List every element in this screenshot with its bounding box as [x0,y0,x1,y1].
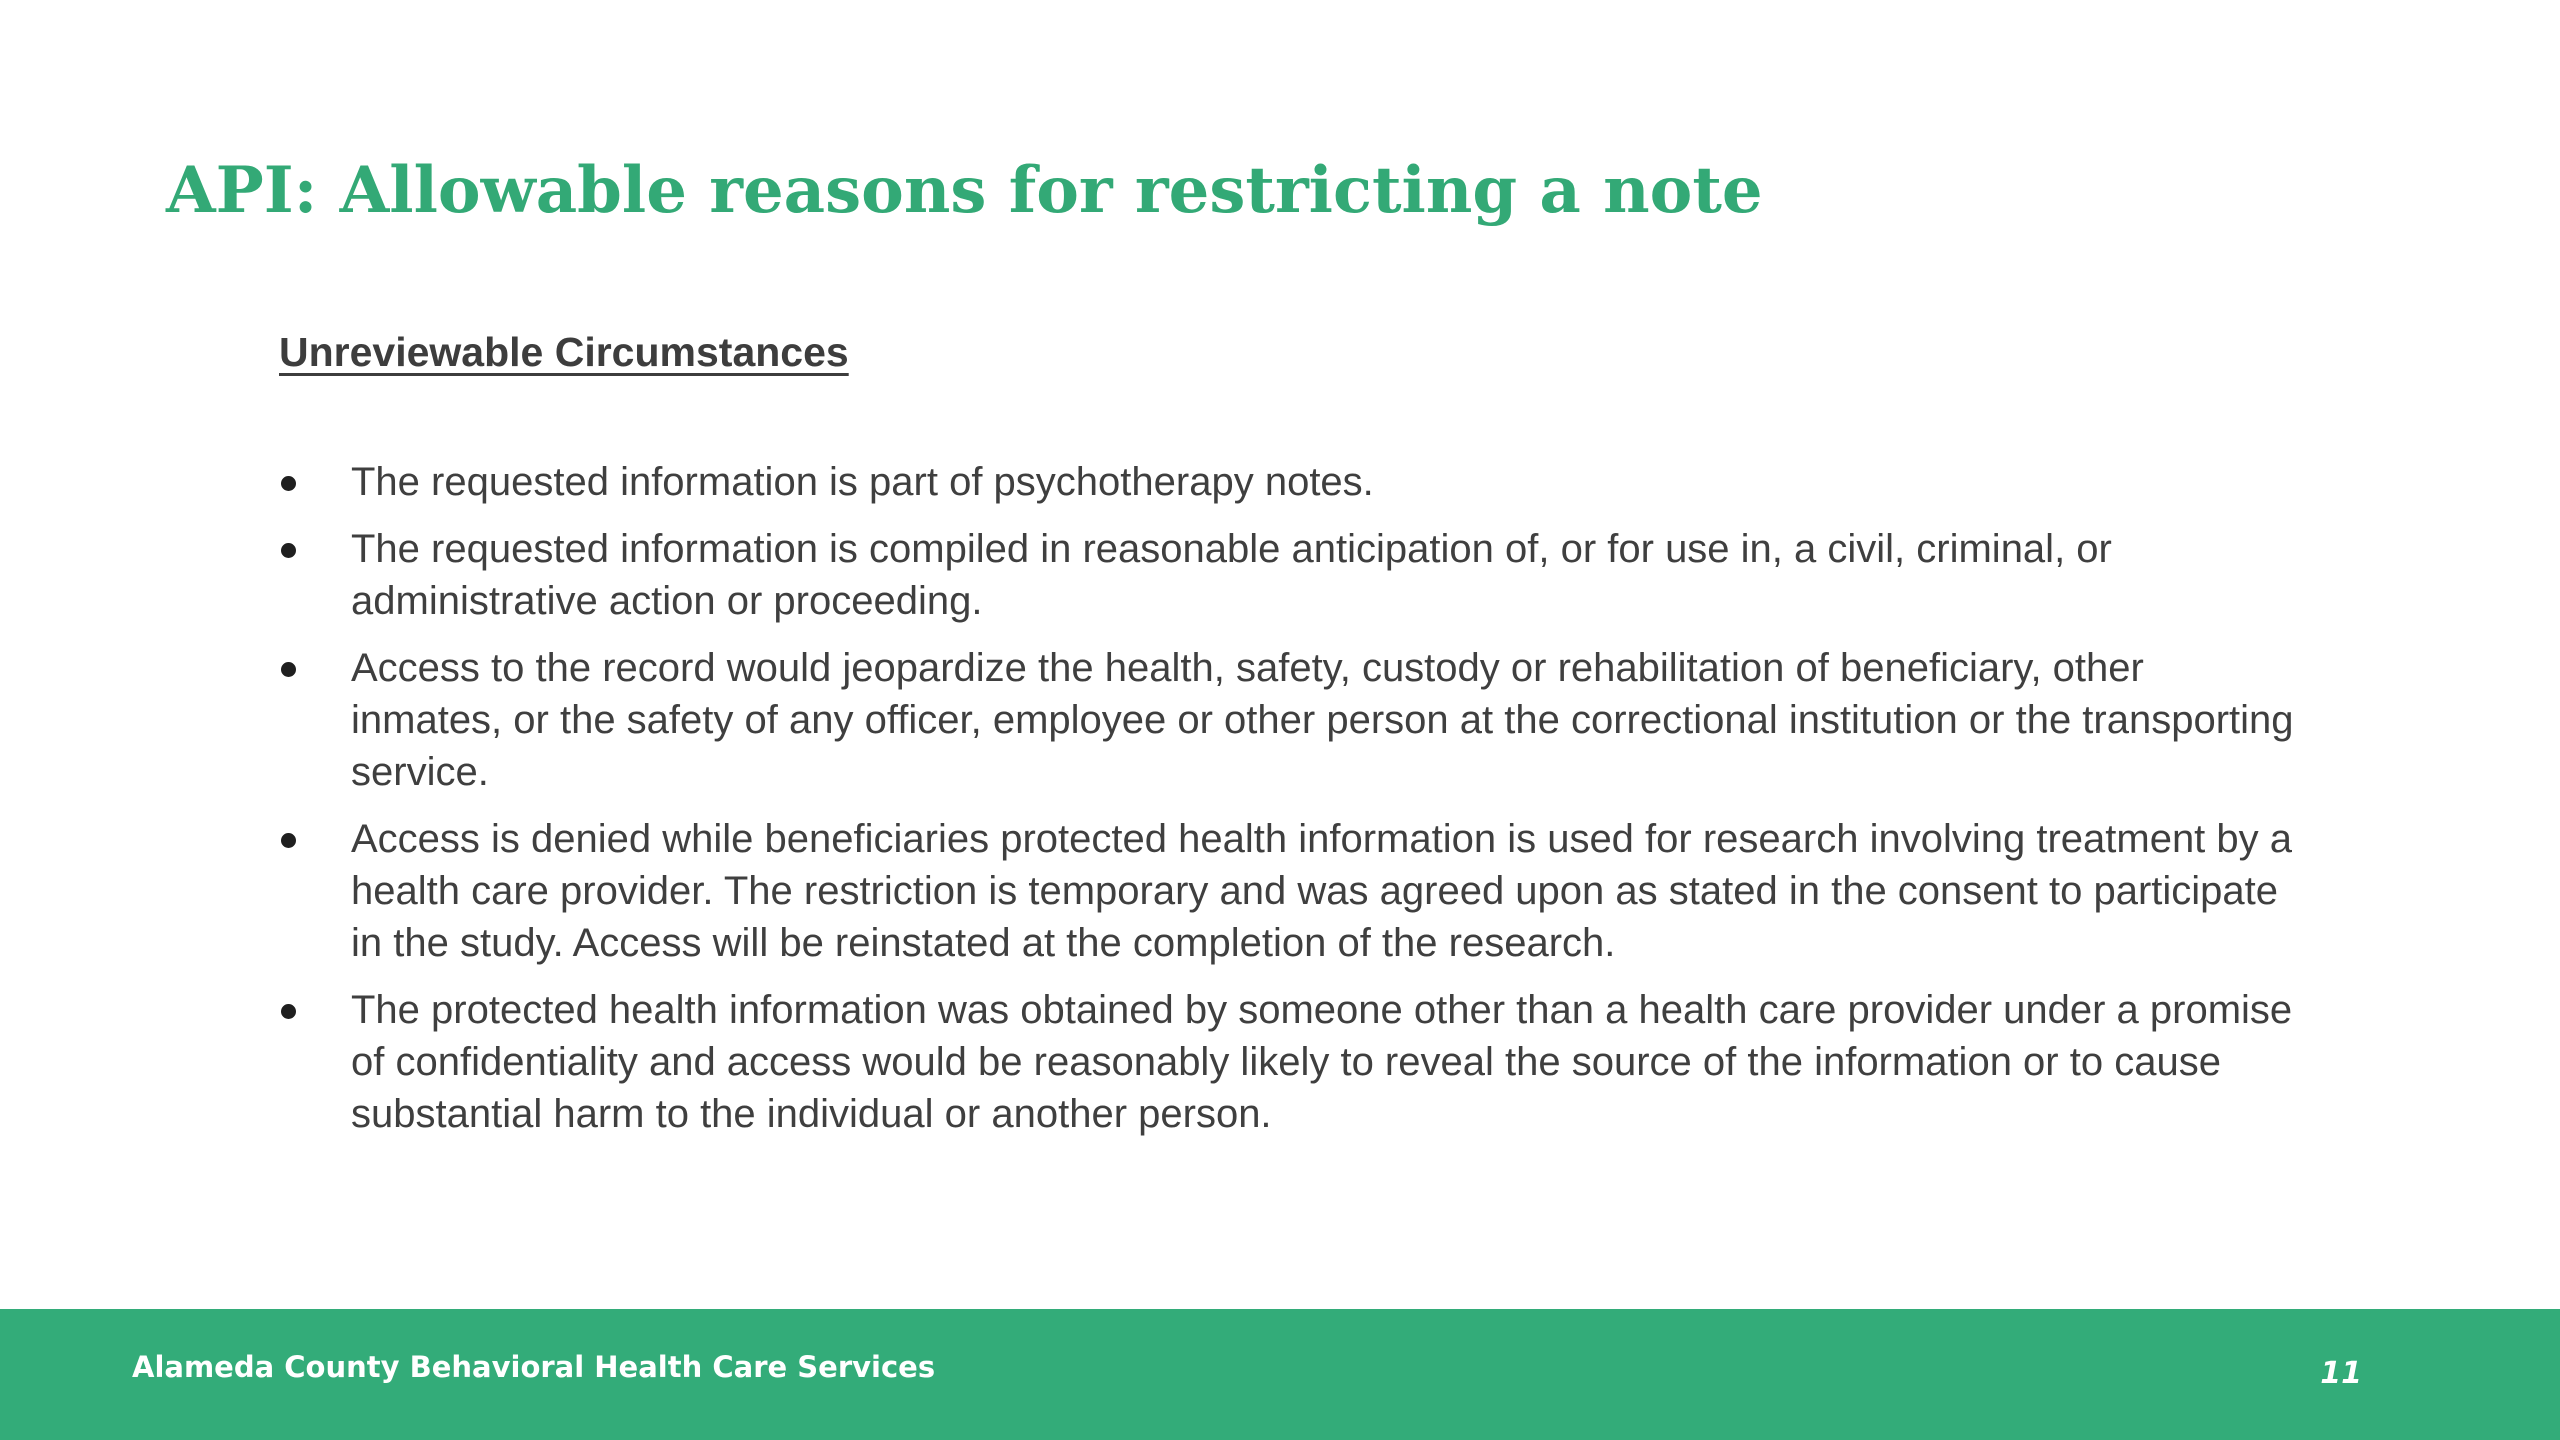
bullet-icon [279,523,351,575]
list-item-text: The requested information is part of psychotherapy notes. [351,460,1374,504]
bullet-icon [279,984,351,1036]
page-number: 11 [2320,1356,2362,1391]
list-item-text: Access to the record would jeopardize the health, safety, custody or rehabilitation of beneficiary, other inmates, or the safety of any officer, employee or other person at the correctional institution or the transporting service. [351,646,2294,794]
list-item-text: The protected health information was obtained by someone other than a health care provider under a promise of confidentiality and access would be reasonably likely to reveal the source of the information or to cause substantial harm to the individual or another person. [351,988,2293,1136]
footer-organization-name: Alameda County Behavioral Health Care Services [132,1350,936,1384]
footer-bar [0,1309,2560,1440]
reasons-list [279,456,2299,1155]
list-item [279,456,2299,508]
bullet-icon [279,456,351,508]
list-item [279,642,2299,798]
list-item-text: Access is denied while beneficiaries protected health information is used for research involving treatment by a health care provider. The restriction is temporary and was agreed upon as stated in the consent to participate in the study. Access will be reinstated at the completion of the research. [351,817,2293,965]
section-heading: Unreviewable Circumstances [279,329,849,375]
list-item [279,984,2299,1140]
bullet-icon [279,813,351,865]
slide-title: API: Allowable reasons for restricting a note [166,153,1763,228]
bullet-icon [279,642,351,694]
list-item-text: The requested information is compiled in reasonable anticipation of, or for use in, a civil, criminal, or administrative action or proceeding. [351,527,2112,623]
list-item [279,813,2299,969]
list-item [279,523,2299,627]
